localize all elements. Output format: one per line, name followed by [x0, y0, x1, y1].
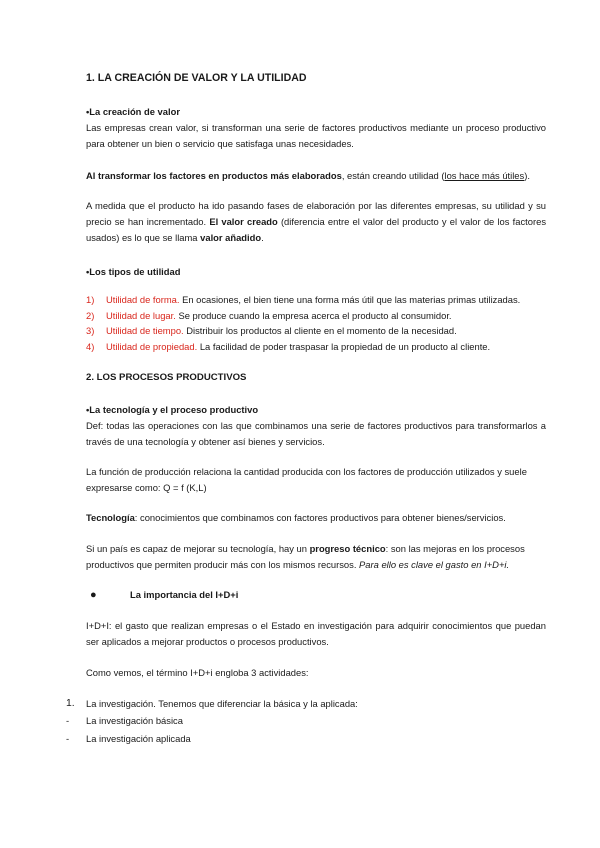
list-item: Utilidad de lugar. Se produce cuando la empresa acerca el producto al consumidor. — [106, 310, 452, 321]
list-item: La investigación. Tenemos que diferenciar la básica y la aplicada: — [86, 698, 358, 709]
dash-marker: - — [66, 733, 70, 744]
definition-paragraph: Def: todas las operaciones con las que combinamos una serie de factores productivos para transformarlos a través de una tecnología y obtener así bienes y servicios. — [86, 420, 546, 447]
utilidad-underline: los hace más útiles — [444, 170, 525, 181]
list-item: La investigación aplicada — [86, 733, 191, 744]
list-item: Utilidad de propiedad. La facilidad de poder traspasar la propiedad de un producto al cliente. — [106, 341, 491, 352]
valor-anadido-paragraph: A medida que el producto ha ido pasando fases de elaboración por las diferentes empresas, su utilidad y su precio se han incrementado. El valor creado (diferencia entre el valor del producto y el valor de los factores usados) es lo que se llama valor añadido. — [86, 200, 547, 243]
progreso-paragraph: Si un país es capaz de mejorar su tecnología, hay un progreso técnico: son las mejoras en los procesos productivos que permiten producir más con los mismos recursos. Para ello es clave el gasto en I+D+i. — [86, 543, 525, 570]
importancia-heading: La importancia del I+D+i — [130, 589, 239, 600]
funcion-paragraph: La función de producción relaciona la cantidad producida con los factores de producción utilizados y suele expresarse como: Q = f (K,L) — [86, 466, 527, 493]
tecnologia-paragraph: Tecnología: conocimientos que combinamos con factores productivos para obtener bienes/servicios. — [86, 512, 506, 523]
list-item: Utilidad de forma. En ocasiones, el bien tiene una forma más útil que las materias primas utilizadas. — [106, 294, 521, 305]
section-1-title: 1. LA CREACIÓN DE VALOR Y LA UTILIDAD — [86, 72, 307, 84]
idi-paragraph: I+D+I: el gasto que realizan empresas o el Estado en investigación para adquirir conocimientos que puedan ser aplicados a mejorar productos o procesos productivos. — [86, 620, 546, 647]
section-2-title: 2. LOS PROCESOS PRODUCTIVOS — [86, 372, 247, 383]
tipos-heading: • Los tipos de utilidad — [86, 264, 546, 280]
item-number: 3) — [86, 325, 95, 336]
list-number: 1. — [66, 698, 75, 709]
item-number: 2) — [86, 310, 95, 321]
list-item: Utilidad de tiempo. Distribuir los productos al cliente en el momento de la necesidad. — [106, 325, 457, 336]
bullet-icon: ● — [90, 589, 97, 601]
dash-marker: - — [66, 715, 70, 726]
utilidad-bold: Al transformar los factores en productos más elaborados — [86, 170, 342, 181]
item-number: 4) — [86, 341, 95, 352]
tecnologia-heading: • La tecnología y el proceso productivo — [86, 402, 546, 418]
utilidad-paragraph: Al transformar los factores en productos más elaborados, están creando utilidad (los hace más útiles). — [86, 170, 530, 181]
valor-heading: • La creación de valor — [86, 104, 546, 120]
valor-paragraph: Las empresas crean valor, si transforman una serie de factores productivos mediante un proceso productivo para obtener un bien o servicio que satisfaga unas necesidades. — [86, 122, 546, 149]
actividades-intro: Como vemos, el término I+D+i engloba 3 actividades: — [86, 667, 309, 678]
list-item: La investigación básica — [86, 715, 183, 726]
item-number: 1) — [86, 294, 95, 305]
